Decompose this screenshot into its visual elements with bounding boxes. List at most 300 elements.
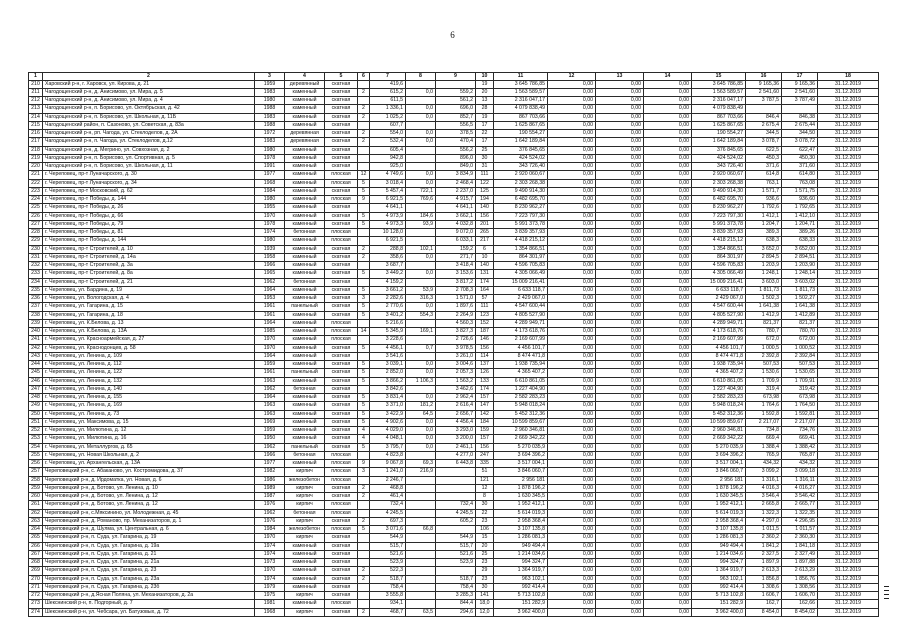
table-cell: [406, 319, 436, 327]
table-cell: кирпич: [285, 493, 325, 501]
table-cell: [406, 534, 436, 542]
table-cell: 1 811,73: [746, 286, 782, 294]
table-cell: 31.12.2019: [818, 220, 879, 228]
table-cell: 0,00: [548, 328, 596, 336]
table-cell: 29: [476, 567, 494, 575]
table-cell: [406, 476, 436, 484]
table-cell: [406, 600, 436, 608]
table-cell: 1963: [255, 377, 285, 385]
table-cell: каменный: [285, 204, 325, 212]
table-cell: 212: [29, 97, 43, 105]
table-cell: 0,00: [644, 179, 692, 187]
header-cell: 4: [285, 73, 325, 81]
table-cell: 0,00: [548, 484, 596, 492]
table-cell: 1 938 735,94: [494, 361, 548, 369]
table-cell: 0,00: [596, 154, 644, 162]
table-cell: 0,00: [596, 113, 644, 121]
table-cell: 2 327,49: [782, 550, 818, 558]
table-cell: г. Череповец, ул. Ленина, д. 140: [43, 385, 255, 393]
table-cell: 31.12.2019: [818, 385, 879, 393]
table-cell: 229: [29, 237, 43, 245]
table-cell: 1988: [255, 105, 285, 113]
table-cell: Шекснинский р-н, п. Подгорный, д. 7: [43, 600, 255, 608]
table-cell: 1 571,75: [782, 187, 818, 195]
table-cell: 1977: [255, 171, 285, 179]
table-cell: 2 956 181: [494, 476, 548, 484]
table-cell: 0,7: [406, 344, 436, 352]
table-cell: скатная: [325, 542, 358, 550]
table-cell: 316,3: [406, 295, 436, 303]
table-cell: 2 392,8: [746, 352, 782, 360]
table-cell: 1989: [255, 484, 285, 492]
table-cell: 3 962 400,0: [494, 608, 548, 616]
table-cell: скатная: [325, 113, 358, 121]
table-cell: скатная: [325, 270, 358, 278]
table-cell: 1950: [255, 435, 285, 443]
table-cell: 0,00: [644, 435, 692, 443]
table-row: [29, 575, 879, 583]
table-cell: 0,00: [548, 113, 596, 121]
table-cell: 0,0: [406, 179, 436, 187]
table-cell: 3 603,02: [782, 278, 818, 286]
table-cell: 7 223 797,30: [494, 212, 548, 220]
table-cell: 28: [476, 105, 494, 113]
table-cell: 844,4: [436, 600, 476, 608]
table-cell: 31.12.2019: [818, 550, 879, 558]
table-cell: плоская: [325, 171, 358, 179]
table-cell: 1 563 589,57: [692, 88, 746, 96]
table-cell: каменный: [285, 146, 325, 154]
table-cell: [746, 105, 782, 113]
table-cell: 0,00: [644, 187, 692, 195]
table-cell: 0,00: [548, 286, 596, 294]
table-cell: скатная: [325, 344, 358, 352]
table-cell: 3 787,5: [746, 97, 782, 105]
table-cell: Чагодощенский район, п. Сазоново, ул. Советская, д. 83а: [43, 121, 255, 129]
table-cell: [406, 567, 436, 575]
table-cell: 0,00: [644, 385, 692, 393]
table-cell: 0,00: [644, 113, 692, 121]
table-cell: [436, 468, 476, 476]
table-cell: Харовский р-н, г. Харовск, ул. Кирова, д. 21: [43, 80, 255, 88]
table-cell: 515,7: [370, 542, 406, 550]
table-cell: 0,00: [596, 80, 644, 88]
table-cell: 4 289 949,71: [494, 319, 548, 327]
table-cell: 5: [358, 394, 370, 402]
table-cell: 140: [476, 204, 494, 212]
table-cell: 31.12.2019: [818, 493, 879, 501]
table-row: [29, 97, 879, 105]
table-cell: г. Череповец, пр-т Строителей, д. 21: [43, 278, 255, 286]
table-cell: 3 200,0: [436, 435, 476, 443]
table-cell: 0,00: [548, 427, 596, 435]
table-cell: каменный: [285, 97, 325, 105]
table-cell: 9 165,36: [746, 80, 782, 88]
table-cell: 4 596 705,83: [494, 262, 548, 270]
table-cell: 3 645 786,85: [494, 80, 548, 88]
table-cell: 6 610 861,05: [692, 377, 746, 385]
table-cell: 269: [29, 567, 43, 575]
table-cell: 6 482 695,70: [692, 196, 746, 204]
table-row: [29, 352, 879, 360]
table-cell: 994 324,7: [494, 559, 548, 567]
table-cell: 31.12.2019: [818, 245, 879, 253]
table-cell: 102,1: [406, 245, 436, 253]
table-cell: г. Череповец, ул. К.Белова, д. 13А: [43, 328, 255, 336]
table-row: [29, 171, 879, 179]
table-cell: [406, 451, 436, 459]
table-cell: 1 000,5: [746, 344, 782, 352]
table-cell: 1 856,8: [746, 575, 782, 583]
table-cell: [436, 526, 476, 534]
table-cell: 0,00: [548, 121, 596, 129]
table-row: [29, 418, 879, 426]
table-cell: г. Череповец, пр-т Победы, д. 81: [43, 229, 255, 237]
table-cell: 2 726,6: [436, 336, 476, 344]
table-cell: 10 599 859,67: [494, 418, 548, 426]
table-cell: 1973: [255, 559, 285, 567]
table-cell: 0,00: [596, 369, 644, 377]
table-cell: 2 770,6: [370, 303, 406, 311]
table-cell: 4 805 527,90: [494, 311, 548, 319]
header-cell: 10: [476, 73, 494, 81]
table-cell: 0,00: [548, 369, 596, 377]
table-row: [29, 270, 879, 278]
header-cell: 13: [596, 73, 644, 81]
table-cell: 0,00: [596, 402, 644, 410]
table-cell: 2 958 368,4: [692, 517, 746, 525]
table-cell: 1 241,0: [370, 468, 406, 476]
table-cell: 31.12.2019: [818, 377, 879, 385]
table-cell: 1959: [255, 427, 285, 435]
table-cell: 0,00: [596, 592, 644, 600]
table-cell: 274: [29, 608, 43, 616]
table-cell: 0,00: [596, 187, 644, 195]
table-cell: 1991: [255, 163, 285, 171]
table-cell: 1 630 345,5: [494, 493, 548, 501]
table-cell: 371,60: [782, 163, 818, 171]
table-cell: 0,00: [644, 402, 692, 410]
table-cell: 253: [29, 435, 43, 443]
table-cell: 15 009 216,41: [692, 278, 746, 286]
table-cell: 521,6: [436, 550, 476, 558]
table-cell: скатная: [325, 592, 358, 600]
table-cell: 0,00: [644, 196, 692, 204]
table-cell: Чагодощенский р-н, д. Анисимово, ул. Мира, д. 5: [43, 88, 255, 96]
table-cell: 821,37: [746, 319, 782, 327]
table-cell: 1 286 081,3: [692, 534, 746, 542]
table-cell: 4: [358, 427, 370, 435]
table-cell: 232: [29, 262, 43, 270]
table-cell: 272: [29, 592, 43, 600]
table-cell: 258: [29, 476, 43, 484]
table-cell: 3 827,3: [436, 328, 476, 336]
table-cell: 1968: [255, 179, 285, 187]
table-cell: скатная: [325, 575, 358, 583]
table-cell: 343 726,40: [494, 163, 548, 171]
table-cell: кирпич: [285, 517, 325, 525]
table-cell: 1 502,27: [782, 295, 818, 303]
table-cell: 0,00: [644, 493, 692, 501]
table-cell: 925,0: [370, 163, 406, 171]
table-cell: 1 203,9: [746, 262, 782, 270]
header-cell: 7: [370, 73, 406, 81]
table-cell: 63,5: [406, 608, 436, 616]
header-cell: 12: [548, 73, 596, 81]
table-cell: 1970: [255, 534, 285, 542]
table-cell: 0,00: [644, 468, 692, 476]
table-cell: каменный: [285, 427, 325, 435]
table-cell: 434,32: [746, 460, 782, 468]
table-cell: 3 795,7: [370, 443, 406, 451]
table-cell: 319,4: [746, 385, 782, 393]
table-cell: 319,42: [782, 385, 818, 393]
table-cell: 518,7: [436, 575, 476, 583]
table-cell: г. Череповец, ул. Ленина, д. 155: [43, 394, 255, 402]
table-row: [29, 187, 879, 195]
table-cell: 358,6: [370, 253, 406, 261]
table-cell: 4 305 066,49: [494, 270, 548, 278]
header-cell: 3: [255, 73, 285, 81]
table-cell: 622,47: [782, 146, 818, 154]
table-cell: 0,00: [548, 361, 596, 369]
table-cell: 1 856,76: [782, 575, 818, 583]
table-cell: 3 285,3: [436, 592, 476, 600]
table-cell: 2 461,1: [436, 443, 476, 451]
table-cell: 963 102,1: [494, 575, 548, 583]
table-cell: [358, 319, 370, 327]
table-cell: 1980: [255, 146, 285, 154]
table-cell: бетонная: [285, 278, 325, 286]
table-cell: 0,00: [548, 526, 596, 534]
table-cell: 0,00: [596, 212, 644, 220]
table-cell: 31.12.2019: [818, 319, 879, 327]
table-cell: 0,00: [644, 229, 692, 237]
table-cell: [406, 385, 436, 393]
table-cell: [406, 501, 436, 509]
table-cell: 0,00: [596, 575, 644, 583]
table-cell: 1 364 919,7: [494, 567, 548, 575]
table-cell: 1975: [255, 592, 285, 600]
table-cell: 0,00: [596, 493, 644, 501]
table-cell: 31.12.2019: [818, 146, 879, 154]
table-cell: 1 938 735,94: [692, 361, 746, 369]
table-cell: 507,53: [746, 361, 782, 369]
table-cell: 0,00: [644, 377, 692, 385]
table-cell: 51: [476, 468, 494, 476]
table-cell: скатная: [325, 262, 358, 270]
table-cell: каменный: [285, 286, 325, 294]
table-cell: 335: [476, 460, 494, 468]
table-cell: [358, 385, 370, 393]
table-row: [29, 385, 879, 393]
table-cell: 1 502,3: [746, 295, 782, 303]
table-cell: 164: [476, 286, 494, 294]
table-cell: 376 845,65: [692, 146, 746, 154]
table-cell: 0,00: [644, 295, 692, 303]
table-cell: 23: [476, 575, 494, 583]
table-cell: 0,00: [644, 369, 692, 377]
table-cell: 69,3: [406, 460, 436, 468]
table-cell: 4 245,5: [370, 509, 406, 517]
table-cell: Череповецкий р-н, д. Ирдоматка, ул. Новая, д. 6: [43, 476, 255, 484]
table-cell: 1 011,57: [782, 526, 818, 534]
table-cell: деревянная: [285, 130, 325, 138]
table-cell: 0,00: [644, 286, 692, 294]
table-cell: железобетон: [285, 526, 325, 534]
table-cell: 263: [29, 517, 43, 525]
table-cell: 8 230 962,27: [692, 204, 746, 212]
table-cell: скатная: [325, 278, 358, 286]
table-cell: 111: [476, 303, 494, 311]
table-cell: 0,00: [596, 385, 644, 393]
table-cell: 1964: [255, 319, 285, 327]
table-cell: 31.12.2019: [818, 262, 879, 270]
table-cell: 1 388,4: [746, 443, 782, 451]
table-cell: 607,7: [370, 121, 406, 129]
table-cell: 0,00: [596, 319, 644, 327]
table-cell: 4 305 066,49: [692, 270, 746, 278]
table-cell: плоская: [325, 229, 358, 237]
table-cell: 2 675,44: [782, 121, 818, 129]
table-cell: 31.12.2019: [818, 435, 879, 443]
table-cell: 0,00: [596, 377, 644, 385]
table-cell: 0,00: [644, 171, 692, 179]
table-cell: 0,00: [548, 179, 596, 187]
table-cell: 1 764,6: [746, 402, 782, 410]
table-cell: каменный: [285, 402, 325, 410]
table-cell: [358, 262, 370, 270]
table-cell: [406, 559, 436, 567]
table-cell: 1980: [255, 97, 285, 105]
register-table-container: [28, 72, 878, 617]
table-cell: Шекснинский р-н, ул. Чебсара, ул. Батузовых, д. 72: [43, 608, 255, 616]
table-cell: 0,00: [548, 435, 596, 443]
table-cell: 732,4: [370, 501, 406, 509]
table-cell: 6 482 695,70: [494, 196, 548, 204]
table-cell: железобетон: [285, 476, 325, 484]
table-cell: 6 633 118,7: [494, 286, 548, 294]
table-cell: Череповецкий р-н, п. Суда, ул. Гагарина, д. 19а: [43, 542, 255, 550]
table-cell: 1987: [255, 493, 285, 501]
table-cell: Череповецкий р-н, д. Шулма, ул. Центральная, д. 6: [43, 526, 255, 534]
header-cell: 6: [358, 73, 370, 81]
table-row: [29, 567, 879, 575]
table-row: [29, 154, 879, 162]
table-cell: 615,2: [370, 88, 406, 96]
table-cell: 0,0: [406, 130, 436, 138]
table-cell: 1 106,3: [406, 377, 436, 385]
table-cell: 1962: [255, 443, 285, 451]
table-cell: 31.12.2019: [818, 526, 879, 534]
table-cell: 31.12.2019: [818, 460, 879, 468]
table-cell: 1966: [255, 262, 285, 270]
table-cell: 1976: [255, 517, 285, 525]
table-cell: 0,00: [596, 336, 644, 344]
table-cell: скатная: [325, 138, 358, 146]
table-cell: 468,8: [370, 484, 406, 492]
table-cell: 559,2: [436, 88, 476, 96]
table-cell: панельный: [285, 303, 325, 311]
table-cell: 271,7: [436, 253, 476, 261]
table-cell: 31.12.2019: [818, 484, 879, 492]
table-cell: 3 462,6: [436, 385, 476, 393]
table-cell: 0,00: [548, 509, 596, 517]
table-cell: 734,76: [782, 427, 818, 435]
table-cell: 780,7: [746, 328, 782, 336]
table-cell: 231: [29, 253, 43, 261]
table-cell: кирпич: [285, 592, 325, 600]
table-cell: 0,00: [644, 517, 692, 525]
table-cell: Череповецкий р-н, д. Ботово, ул. Ленина, д. 10: [43, 484, 255, 492]
table-cell: плоская: [325, 319, 358, 327]
table-cell: каменный: [285, 336, 325, 344]
table-cell: 614,8: [746, 171, 782, 179]
table-cell: плоская: [325, 328, 358, 336]
table-cell: г. Череповец, ул. Ленина, д. 132: [43, 377, 255, 385]
table-cell: каменный: [285, 575, 325, 583]
table-row: [29, 328, 879, 336]
header-cell: 8: [406, 73, 436, 81]
table-cell: 1 214 034,6: [494, 550, 548, 558]
table-cell: 4 277,0: [436, 451, 476, 459]
table-cell: 2 894,5: [746, 253, 782, 261]
header-cell: 5: [325, 73, 358, 81]
table-cell: 1984: [255, 526, 285, 534]
table-cell: [358, 352, 370, 360]
table-cell: 0,00: [548, 344, 596, 352]
table-cell: 31.12.2019: [818, 336, 879, 344]
table-cell: Череповецкий р-н, с. Абаканово, ул. Костромидова, д. 37: [43, 468, 255, 476]
table-cell: 376 845,65: [494, 146, 548, 154]
table-cell: 424 524,02: [494, 154, 548, 162]
table-cell: 1 709,9: [746, 377, 782, 385]
table-cell: скатная: [325, 435, 358, 443]
table-cell: 1958: [255, 253, 285, 261]
table-cell: скатная: [325, 80, 358, 88]
table-cell: 3 839 357,93: [494, 229, 548, 237]
table-cell: 0,00: [596, 418, 644, 426]
header-cell: 16: [746, 73, 782, 81]
table-cell: 1 336,1: [370, 105, 406, 113]
table-cell: г. Череповец, пр-т Победы, д. 26: [43, 204, 255, 212]
table-cell: 0,0: [406, 443, 436, 451]
table-cell: 31.12.2019: [818, 559, 879, 567]
table-cell: 1 412,9: [746, 311, 782, 319]
table-cell: 3 787,49: [782, 97, 818, 105]
table-cell: 0,00: [644, 237, 692, 245]
table-cell: 1 354 866,51: [692, 245, 746, 253]
table-cell: 0,00: [644, 451, 692, 459]
table-row: [29, 146, 879, 154]
table-cell: 0,00: [596, 237, 644, 245]
table-cell: [358, 97, 370, 105]
table-cell: 1 952 412,1: [692, 501, 746, 509]
table-cell: 0,00: [548, 608, 596, 616]
table-cell: 1 412,1: [746, 212, 782, 220]
table-cell: 3 846 060,7: [692, 468, 746, 476]
table-row: [29, 105, 879, 113]
table-cell: 12: [358, 171, 370, 179]
table-cell: 3 978,5: [436, 344, 476, 352]
table-cell: 31.12.2019: [818, 369, 879, 377]
table-cell: 4 079 838,49: [692, 105, 746, 113]
table-cell: 0,0: [406, 427, 436, 435]
table-cell: 949 494,4: [494, 542, 548, 550]
table-cell: 1 286 081,3: [494, 534, 548, 542]
table-cell: 31: [476, 163, 494, 171]
table-cell: панельный: [285, 443, 325, 451]
